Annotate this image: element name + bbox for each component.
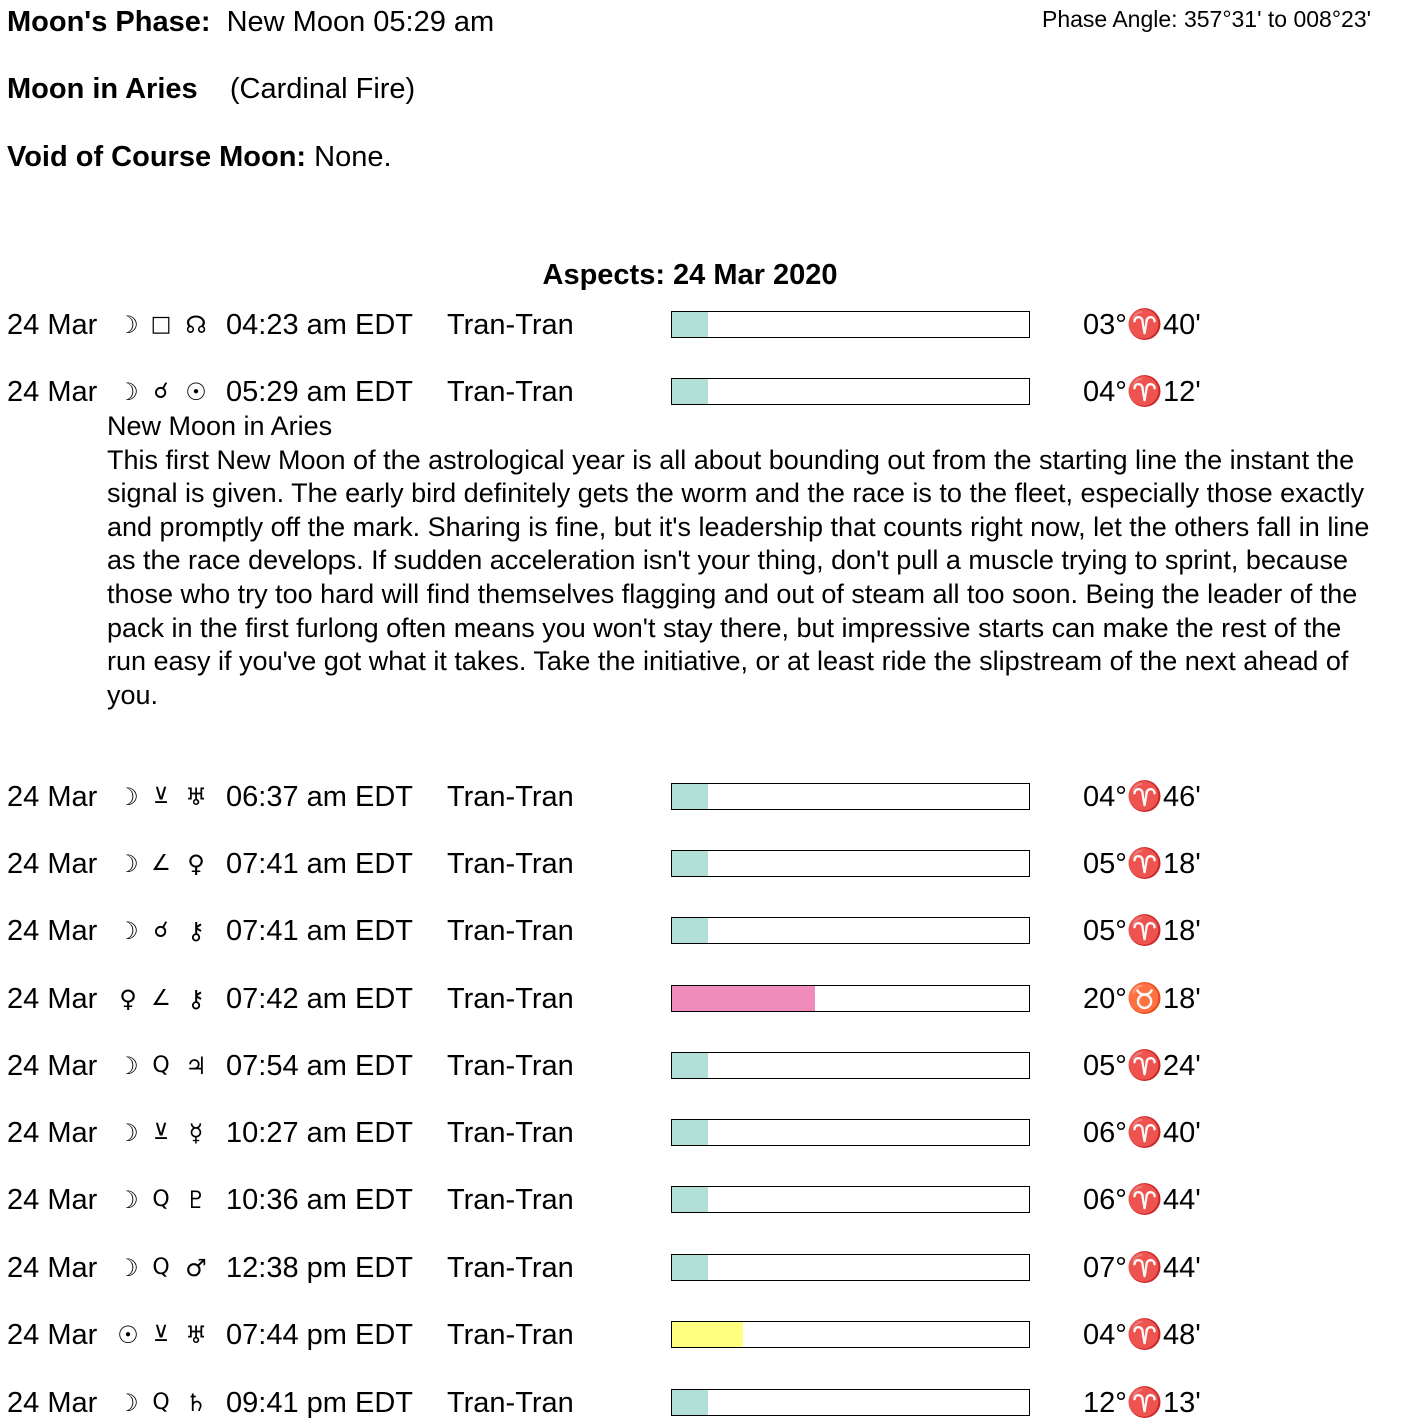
aspect-position: 06°♈44' <box>1083 1184 1201 1216</box>
aspect-row <box>0 1317 1417 1353</box>
aspect-glyph: ☌ <box>153 379 169 404</box>
strength-bar-fill <box>672 1255 708 1280</box>
aspect-time: 12:38 pm EDT <box>226 1252 413 1284</box>
planet-1-glyph: ☽ <box>117 1119 139 1147</box>
moon-phase-line <box>7 4 494 40</box>
aspect-date: 24 Mar <box>7 983 98 1015</box>
aspect-time: 07:42 am EDT <box>226 983 413 1015</box>
strength-bar <box>671 917 1030 944</box>
aspect-type: Tran-Tran <box>447 1184 574 1216</box>
aspect-row <box>0 846 1417 882</box>
strength-bar <box>671 311 1030 338</box>
aspect-row <box>0 913 1417 949</box>
aspect-row <box>0 1250 1417 1286</box>
strength-bar <box>671 783 1030 810</box>
aspect-type: Tran-Tran <box>447 309 574 341</box>
planet-2-glyph: ♃ <box>185 1052 207 1080</box>
aspect-time: 07:41 am EDT <box>226 915 413 947</box>
aspect-glyph: Q <box>152 1187 170 1212</box>
strength-bar-fill <box>672 851 708 876</box>
aspect-time: 04:23 am EDT <box>226 309 413 341</box>
moon-phase-label: Moon's Phase: <box>7 6 211 38</box>
aspect-date: 24 Mar <box>7 1117 98 1149</box>
strength-bar <box>671 1389 1030 1416</box>
aspect-row <box>0 779 1417 815</box>
aspect-type: Tran-Tran <box>447 781 574 813</box>
aspect-glyph: Q <box>152 1053 170 1078</box>
aspect-date: 24 Mar <box>7 1050 98 1082</box>
planet-1-glyph: ♀ <box>119 985 137 1013</box>
aspect-row <box>0 1048 1417 1084</box>
aspect-row <box>0 307 1417 343</box>
planet-2-glyph: ☉ <box>185 378 207 406</box>
aspect-type: Tran-Tran <box>447 1319 574 1351</box>
planet-2-glyph: ♄ <box>185 1389 207 1417</box>
moon-sign-line <box>7 71 415 107</box>
planet-1-glyph: ☽ <box>117 1389 139 1417</box>
moon-sign-value: (Cardinal Fire) <box>229 73 416 105</box>
planet-1-glyph: ☽ <box>117 1254 139 1282</box>
void-of-course-value: None. <box>314 141 392 173</box>
planet-1-glyph: ☽ <box>117 917 139 945</box>
aspect-time: 06:37 am EDT <box>226 781 413 813</box>
strength-bar <box>671 1119 1030 1146</box>
aspect-date: 24 Mar <box>7 1184 98 1216</box>
planet-2-glyph: ♅ <box>185 1321 207 1349</box>
strength-bar <box>671 1186 1030 1213</box>
aspect-date: 24 Mar <box>7 1319 98 1351</box>
strength-bar-fill <box>672 1390 708 1415</box>
moon-sign-label: Moon in Aries <box>7 73 198 105</box>
planet-1-glyph: ☽ <box>117 378 139 406</box>
description-body: This first New Moon of the astrological year is all about bounding out from the starting line the instant the signal is given. The early bird definitely gets the worm and the race is to the fleet, especially those exactly and promptly off the mark. Sharing is fine, but it's leadership that counts right now, let the others fall in line as the race develops. If sudden acceleration isn't your thing, don't pull a muscle trying to sprint, because those who try too hard will find themselves flagging and out of steam all too soon. Being the leader of the pack in the first furlong often means you won't stay there, but impressive starts can make the rest of the run easy if you've got what it takes. Take the initiative, or at least ride the slipstream of the next ahead of you. <box>107 444 1370 710</box>
aspect-row <box>0 1115 1417 1151</box>
phase-angle: Phase Angle: 357°31' to 008°23' <box>1042 6 1371 32</box>
aspect-glyph: ∠ <box>151 851 171 876</box>
planet-2-glyph: ⚷ <box>187 917 205 945</box>
aspect-position: 20°♉18' <box>1083 983 1201 1015</box>
aspect-type: Tran-Tran <box>447 1387 574 1419</box>
aspect-time: 09:41 pm EDT <box>226 1387 413 1419</box>
aspect-position: 04°♈48' <box>1083 1319 1201 1351</box>
aspect-type: Tran-Tran <box>447 915 574 947</box>
strength-bar-fill <box>672 379 708 404</box>
strength-bar <box>671 1254 1030 1281</box>
aspect-glyph: ⊻ <box>152 1322 170 1347</box>
aspect-position: 12°♈13' <box>1083 1387 1201 1419</box>
aspect-type: Tran-Tran <box>447 376 574 408</box>
strength-bar-fill <box>672 784 708 809</box>
aspect-time: 05:29 am EDT <box>226 376 413 408</box>
aspects-title: Aspects: 24 Mar 2020 <box>542 259 838 291</box>
aspect-time: 10:27 am EDT <box>226 1117 413 1149</box>
aspect-glyph: Q <box>152 1390 170 1415</box>
aspect-row <box>0 1182 1417 1218</box>
strength-bar-fill <box>672 1053 708 1078</box>
aspect-position: 05°♈18' <box>1083 848 1201 880</box>
strength-bar-fill <box>672 1187 708 1212</box>
aspect-date: 24 Mar <box>7 781 98 813</box>
aspect-position: 07°♈44' <box>1083 1252 1201 1284</box>
aspect-row <box>0 981 1417 1017</box>
planet-2-glyph: ♀ <box>187 850 205 878</box>
planet-2-glyph: ☊ <box>185 311 207 339</box>
strength-bar <box>671 1321 1030 1348</box>
strength-bar <box>671 850 1030 877</box>
description-title: New Moon in Aries <box>107 411 333 441</box>
aspect-date: 24 Mar <box>7 376 98 408</box>
planet-2-glyph: ⚷ <box>187 985 205 1013</box>
strength-bar-fill <box>672 986 815 1011</box>
aspect-glyph: □ <box>150 312 172 337</box>
aspect-glyph: ⊻ <box>152 1120 170 1145</box>
aspect-time: 07:44 pm EDT <box>226 1319 413 1351</box>
aspect-time: 10:36 am EDT <box>226 1184 413 1216</box>
aspect-position: 04°♈46' <box>1083 781 1201 813</box>
aspect-position: 05°♈18' <box>1083 915 1201 947</box>
aspect-date: 24 Mar <box>7 309 98 341</box>
aspect-row <box>0 1385 1417 1421</box>
aspect-row <box>0 374 1417 410</box>
aspect-date: 24 Mar <box>7 848 98 880</box>
aspect-type: Tran-Tran <box>447 848 574 880</box>
moon-phase-value: New Moon 05:29 am <box>226 6 495 38</box>
strength-bar-fill <box>672 312 708 337</box>
aspect-position: 06°♈40' <box>1083 1117 1201 1149</box>
planet-1-glyph: ☽ <box>117 850 139 878</box>
aspect-time: 07:41 am EDT <box>226 848 413 880</box>
aspect-date: 24 Mar <box>7 1252 98 1284</box>
planet-1-glyph: ☽ <box>117 783 139 811</box>
strength-bar <box>671 985 1030 1012</box>
strength-bar-fill <box>672 918 708 943</box>
planet-1-glyph: ☽ <box>117 1186 139 1214</box>
aspect-glyph: ☌ <box>153 918 169 943</box>
planet-2-glyph: ♇ <box>185 1186 207 1214</box>
aspect-type: Tran-Tran <box>447 1252 574 1284</box>
aspect-position: 04°♈12' <box>1083 376 1201 408</box>
aspect-type: Tran-Tran <box>447 1117 574 1149</box>
strength-bar-fill <box>672 1322 743 1347</box>
aspect-description <box>107 410 1382 712</box>
planet-1-glyph: ☽ <box>117 1052 139 1080</box>
aspect-date: 24 Mar <box>7 915 98 947</box>
aspect-glyph: Q <box>152 1255 170 1280</box>
planet-2-glyph: ♅ <box>185 783 207 811</box>
void-of-course-label: Void of Course Moon: <box>7 141 307 173</box>
planet-2-glyph: ☿ <box>188 1119 204 1147</box>
planet-2-glyph: ♂ <box>185 1254 207 1282</box>
aspect-type: Tran-Tran <box>447 1050 574 1082</box>
strength-bar <box>671 1052 1030 1079</box>
aspect-glyph: ∠ <box>151 986 171 1011</box>
aspect-type: Tran-Tran <box>447 983 574 1015</box>
strength-bar-fill <box>672 1120 708 1145</box>
aspect-time: 07:54 am EDT <box>226 1050 413 1082</box>
aspect-date: 24 Mar <box>7 1387 98 1419</box>
void-of-course-line <box>7 139 392 175</box>
aspect-position: 03°♈40' <box>1083 309 1201 341</box>
aspect-glyph: ⊻ <box>152 784 170 809</box>
planet-1-glyph: ☽ <box>117 311 139 339</box>
strength-bar <box>671 378 1030 405</box>
aspect-position: 05°♈24' <box>1083 1050 1201 1082</box>
planet-1-glyph: ☉ <box>117 1321 139 1349</box>
